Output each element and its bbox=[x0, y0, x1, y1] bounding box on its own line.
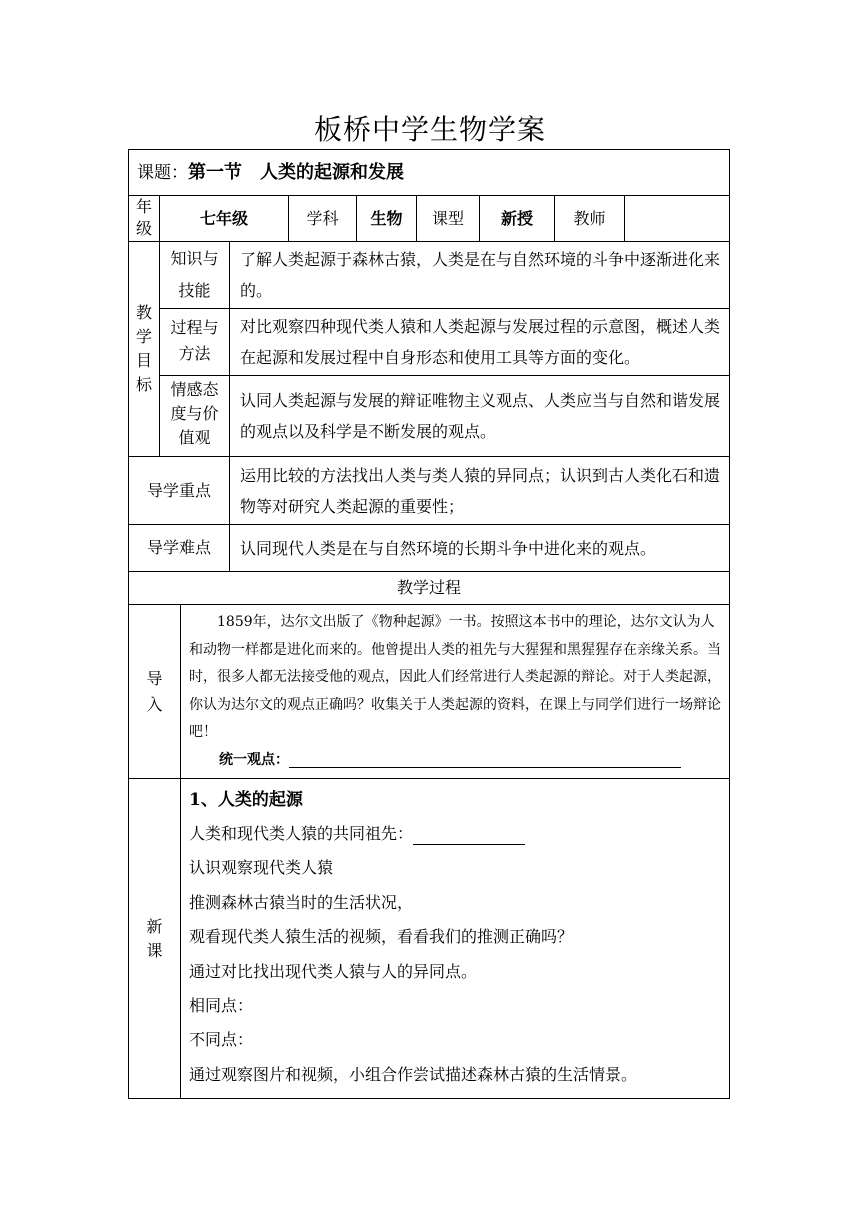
content-line: 推测森林古猿当时的生活状况， bbox=[189, 892, 414, 912]
new-lesson-label: 新课 bbox=[129, 779, 181, 1099]
difficulty-label: 导学难点 bbox=[129, 525, 230, 572]
content-line: 相同点： bbox=[189, 995, 254, 1015]
goal-text-process: 对比观察四种现代类人猿和人类起源与发展过程的示意图，概述人类在起源和发展过程中自身形态和使用工具等方面的变化。 bbox=[230, 309, 730, 376]
intro-conclusion: 统一观点： bbox=[189, 747, 723, 775]
goals-label: 教学目标 bbox=[129, 242, 160, 457]
subject-value: 生物 bbox=[357, 196, 417, 242]
page-title: 板桥中学生物学案 bbox=[313, 113, 546, 146]
lesson-label: 课题： bbox=[137, 162, 188, 183]
new-lesson-cell bbox=[181, 779, 730, 1099]
goal-label-process: 过程与方法 bbox=[160, 309, 230, 376]
content-line: 通过对比找出现代类人猿与人的异同点。 bbox=[189, 961, 478, 981]
goal-label-knowledge: 知识与技能 bbox=[160, 242, 230, 309]
lesson-plan-table bbox=[128, 149, 730, 1099]
subject-label: 学科 bbox=[289, 196, 357, 242]
intro-cell bbox=[181, 605, 730, 779]
lesson-topic-cell bbox=[129, 150, 730, 196]
content-line: 认识观察现代类人猿 bbox=[189, 858, 334, 878]
grade-label: 年级 bbox=[129, 196, 160, 242]
section-heading: 1、人类的起源 bbox=[189, 790, 303, 810]
type-value: 新授 bbox=[480, 196, 555, 242]
lesson-title: 第一节 人类的起源和发展 bbox=[188, 161, 404, 183]
type-label: 课型 bbox=[417, 196, 480, 242]
ancestor-question: 人类和现代类人猿的共同祖先： bbox=[189, 817, 721, 851]
content-line: 不同点： bbox=[189, 1030, 254, 1050]
difficulty-text: 认同现代人类是在与自然环境的长期斗争中进化来的观点。 bbox=[230, 525, 730, 572]
grade-value: 七年级 bbox=[160, 196, 289, 242]
key-point-label: 导学重点 bbox=[129, 457, 230, 525]
goal-label-attitude: 情感态度与价值观 bbox=[160, 376, 230, 457]
content-line: 通过观察图片和视频，小组合作尝试描述森林古猿的生活情景。 bbox=[189, 1064, 638, 1084]
teacher-label: 教师 bbox=[555, 196, 625, 242]
goal-text-attitude: 认同人类起源与发展的辩证唯物主义观点、人类应当与自然和谐发展的观点以及科学是不断发展的观点。 bbox=[230, 376, 730, 457]
key-point-text: 运用比较的方法找出人类与类人猿的异同点；认识到古人类化石和遗物等对研究人类起源的重要性； bbox=[230, 457, 730, 525]
content-line: 观看现代类人猿生活的视频，看看我们的推测正确吗？ bbox=[189, 927, 574, 947]
answer-blank[interactable] bbox=[289, 766, 681, 768]
goal-text-knowledge: 了解人类起源于森林古猿，人类是在与自然环境的斗争中逐渐进化来的。 bbox=[230, 242, 730, 309]
intro-text: 1859年，达尔文出版了《物种起源》一书。按照这本书中的理论，达尔文认为人和动物一样都是进化而来的。他曾提出人类的祖先与大猩猩和黑猩猩存在亲缘关系。当时，很多人都无法接受他的观点，因此人们经常进行人类起源的辩论。对于人类起源，你认为达尔文的观点正确吗？收集关于人类起源的资料，在课上与同学们进行一场辩论吧！ bbox=[189, 614, 721, 740]
intro-label: 导入 bbox=[129, 605, 181, 779]
teacher-value bbox=[625, 196, 730, 242]
process-title: 教学过程 bbox=[129, 572, 730, 605]
answer-blank[interactable] bbox=[413, 843, 525, 845]
